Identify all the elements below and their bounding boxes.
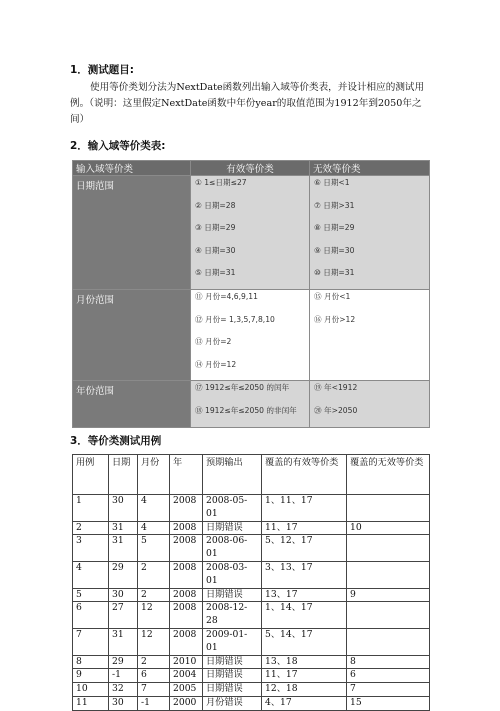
table-row (73, 588, 430, 602)
eq-item: ⑭ 月份=12 (195, 359, 237, 369)
table-cell: 32 (109, 683, 138, 697)
table-cell: 5、12、17 (262, 535, 347, 562)
table-cell: 11 (73, 696, 109, 710)
table-cell: 29 (109, 655, 138, 669)
table-cell: 2005 (170, 683, 203, 697)
test-case-rows (73, 495, 430, 711)
eq-item: ⑤ 日期=31 (195, 268, 236, 278)
table-cell: 31 (109, 521, 138, 535)
table-cell: 4 (73, 561, 109, 588)
table-cell: 12 (138, 628, 170, 655)
table-cell: 7 (138, 683, 170, 697)
table-cell: 1、14、17 (262, 602, 347, 629)
table-cell: 12 (138, 602, 170, 629)
eq-item: ⑦ 日期>31 (314, 200, 355, 210)
table-cell: 2000 (170, 696, 203, 710)
eq-valid-cell (191, 176, 310, 290)
table-cell: 3、13、17 (262, 561, 347, 588)
table-cell: 3 (73, 535, 109, 562)
table-cell: 31 (109, 535, 138, 562)
eq-valid-cell (191, 289, 310, 380)
table-cell: 2008 (170, 561, 203, 588)
table-cell: 2004 (170, 669, 203, 683)
table-cell: 31 (109, 628, 138, 655)
section2-title: 2．输入域等价类表: (70, 140, 166, 152)
tc-header: 年 (170, 455, 203, 495)
eq-item: ⑱ 1912≤年≤2050 的非闰年 (195, 405, 297, 415)
table-cell: 10 (347, 521, 430, 535)
table-cell: 9 (73, 669, 109, 683)
table-row (73, 495, 430, 522)
tc-header: 月份 (138, 455, 170, 495)
table-cell: 2008-05-01 (203, 495, 262, 522)
table-cell (347, 561, 430, 588)
table-row (73, 521, 430, 535)
table-cell: 7 (73, 628, 109, 655)
table-row (73, 628, 430, 655)
table-cell (347, 535, 430, 562)
table-cell: 4 (138, 521, 170, 535)
table-cell: 12、18 (262, 683, 347, 697)
table-cell: 2008 (170, 602, 203, 629)
table-cell: -1 (138, 696, 170, 710)
eq-item: ⑧ 日期=29 (314, 223, 355, 233)
table-cell: 2 (73, 521, 109, 535)
tc-header: 覆盖的无效等价类 (347, 455, 430, 495)
table-row (73, 696, 430, 710)
table-cell (347, 602, 430, 629)
eq-item: ⑥ 日期<1 (314, 178, 350, 187)
table-cell: 27 (109, 602, 138, 629)
test-case-table (72, 454, 430, 711)
section1-title: 1．测试题目: (70, 64, 135, 76)
table-cell: 30 (109, 588, 138, 602)
table-cell: 日期错误 (203, 669, 262, 683)
eq-item: ③ 日期=29 (195, 223, 236, 233)
table-cell: 11、17 (262, 521, 347, 535)
eq-item: ⑬ 月份=2 (195, 337, 232, 347)
table-cell: 2008-12-28 (203, 602, 262, 629)
table-cell: 8 (73, 655, 109, 669)
eq-item: ⑯ 月份>12 (314, 314, 356, 324)
tc-header: 日期 (109, 455, 138, 495)
eq-header-valid: 有效等价类 (191, 161, 310, 176)
table-cell: 29 (109, 561, 138, 588)
eq-invalid-cell (310, 381, 430, 427)
table-cell: 6 (138, 669, 170, 683)
table-cell: 月份错误 (203, 696, 262, 710)
eq-item: ⑲ 年<1912 (314, 383, 358, 393)
eq-row-domain: 月份范围 (73, 289, 191, 380)
table-cell: 2008 (170, 628, 203, 655)
table-cell: 13、17 (262, 588, 347, 602)
table-cell: 2008 (170, 535, 203, 562)
eq-item: ⑰ 1912≤年≤2050 的闰年 (195, 383, 290, 393)
table-cell: 7 (347, 683, 430, 697)
eq-item: ① 1≤日期≤27 (195, 178, 247, 187)
table-cell: 1、11、17 (262, 495, 347, 522)
tc-header: 覆盖的有效等价类 (262, 455, 347, 495)
eq-row-domain: 日期范围 (73, 176, 191, 290)
table-cell: 6 (73, 602, 109, 629)
table-cell: 5 (73, 588, 109, 602)
table-row (73, 655, 430, 669)
eq-invalid-cell (310, 289, 430, 380)
table-cell: 2008 (170, 588, 203, 602)
eq-invalid-cell (310, 176, 430, 290)
table-cell: 5、14、17 (262, 628, 347, 655)
table-cell: 2008 (170, 495, 203, 522)
eq-header-domain: 输入域等价类 (73, 161, 191, 176)
table-row (73, 561, 430, 588)
eq-item: ⑳ 年>2050 (314, 405, 358, 415)
table-cell: 9 (347, 588, 430, 602)
equivalence-class-table (72, 160, 430, 428)
table-cell: 2009-01-01 (203, 628, 262, 655)
table-cell: 15 (347, 696, 430, 710)
table-cell: 4、17 (262, 696, 347, 710)
table-cell: 2 (138, 588, 170, 602)
section3-title: 3．等价类测试用例 (70, 435, 162, 447)
table-cell: 6 (347, 669, 430, 683)
table-cell: 11、17 (262, 669, 347, 683)
tc-header: 用例 (73, 455, 109, 495)
table-cell: 2010 (170, 655, 203, 669)
table-row (73, 602, 430, 629)
eq-item: ⑮ 月份<1 (314, 291, 351, 301)
table-cell: -1 (109, 669, 138, 683)
table-cell: 2008-03-01 (203, 561, 262, 588)
table-cell: 4 (138, 495, 170, 522)
section1-body: 使用等价类划分法为NextDate函数列出输入域等价类表，并设计相应的测试用例。（说明：这里假定NextDate函数中年份year的取值范围为1912年到2050年之间） (70, 82, 425, 125)
eq-item: ② 日期=28 (195, 200, 236, 210)
table-cell: 10 (73, 683, 109, 697)
table-cell: 2008-06-01 (203, 535, 262, 562)
table-cell: 日期错误 (203, 588, 262, 602)
table-cell: 2 (138, 561, 170, 588)
eq-item: ⑩ 日期=31 (314, 268, 355, 278)
table-cell: 13、18 (262, 655, 347, 669)
table-cell: 2 (138, 655, 170, 669)
eq-item: ⑨ 日期=30 (314, 245, 355, 255)
eq-header-invalid: 无效等价类 (310, 161, 430, 176)
table-cell: 30 (109, 495, 138, 522)
table-cell: 5 (138, 535, 170, 562)
table-cell: 日期错误 (203, 521, 262, 535)
table-row (73, 683, 430, 697)
table-cell: 2008 (170, 521, 203, 535)
table-cell: 30 (109, 696, 138, 710)
table-cell (347, 495, 430, 522)
eq-valid-cell (191, 381, 310, 427)
eq-item: ④ 日期=30 (195, 245, 236, 255)
table-cell: 8 (347, 655, 430, 669)
tc-header: 预期输出 (203, 455, 262, 495)
eq-item: ⑫ 月份= 1,3,5,7,8,10 (195, 314, 275, 324)
table-row (73, 669, 430, 683)
table-cell: 1 (73, 495, 109, 522)
eq-row-domain: 年份范围 (73, 381, 191, 427)
table-cell: 日期错误 (203, 655, 262, 669)
eq-item: ⑪ 月份=4,6,9,11 (195, 291, 258, 301)
table-cell (347, 628, 430, 655)
table-row (73, 535, 430, 562)
table-cell: 日期错误 (203, 683, 262, 697)
